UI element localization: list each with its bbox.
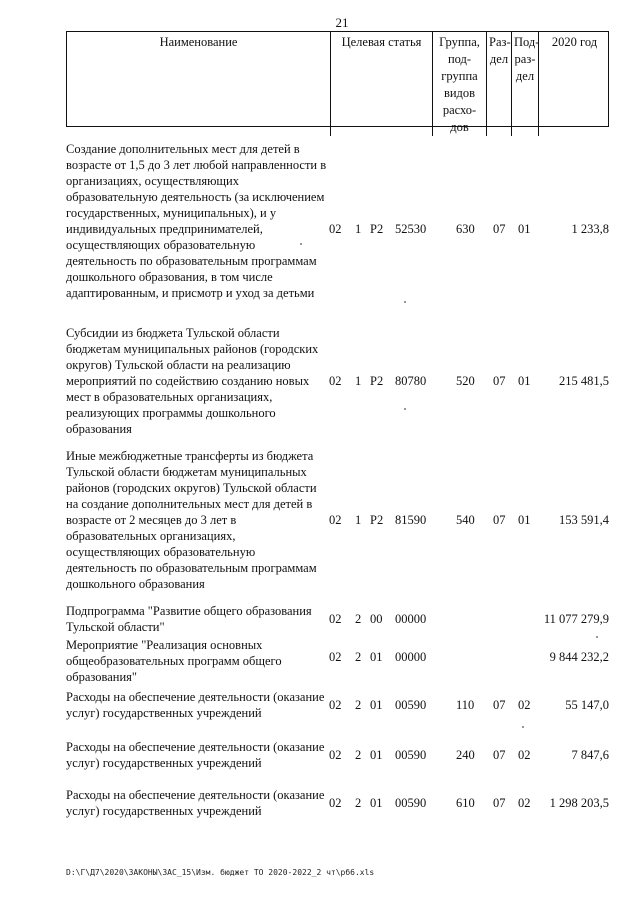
header-year: 2020 год	[538, 32, 610, 136]
row-codes	[66, 611, 609, 627]
cell-podrazdel: 01	[518, 513, 531, 527]
cell-amount: 153 591,4	[559, 513, 609, 527]
code-direction: 00000	[395, 612, 427, 626]
code-measure: P2	[370, 222, 384, 236]
table-row	[66, 603, 609, 637]
code-measure: P2	[370, 374, 384, 388]
code-subprogram: 1	[355, 374, 362, 388]
cell-razdel: 07	[493, 374, 506, 388]
code-direction: 52530	[395, 222, 427, 236]
code-subprogram: 2	[355, 698, 362, 712]
cell-amount: 7 847,6	[571, 748, 609, 762]
cell-amount: 1 233,8	[571, 222, 609, 236]
table-row	[66, 448, 609, 598]
cell-amount: 215 481,5	[559, 374, 609, 388]
code-measure: 01	[370, 650, 383, 664]
row-codes	[66, 373, 609, 389]
row-name: Мероприятие "Реализация основных общеобразовательных программ общего образования"	[66, 638, 282, 684]
code-measure: 01	[370, 748, 383, 762]
header-podrazdel: Под-раз-дел	[511, 32, 538, 136]
row-codes	[66, 747, 609, 763]
table-row	[66, 689, 609, 723]
code-measure: P2	[370, 513, 384, 527]
code-subprogram: 2	[355, 650, 362, 664]
table-row	[66, 637, 609, 685]
row-name: Субсидии из бюджета Тульской области бюджетам муниципальных районов (городских округов) Тульской области на реализацию мероприятий по содействию созданию новых мест в образовательных организациях, реализующих программы дошкольного образования	[66, 326, 319, 436]
row-name: Создание дополнительных мест для детей в возрасте от 1,5 до 3 лет любой направленности в организациях, осуществляющих образовательную деятельность (за исключением государственных, муниципальных), и у индивидуальных предпринимателей, осуществляющих образовательную деятельность по образовательным программам дошкольного образования, в том числе адаптированным, и присмотр и уход за детьми	[66, 142, 327, 300]
code-direction: 00590	[395, 748, 427, 762]
code-direction: 00000	[395, 650, 427, 664]
code-direction: 00590	[395, 796, 427, 810]
cell-amount: 1 298 203,5	[549, 796, 609, 810]
cell-podrazdel: 01	[518, 374, 531, 388]
row-name: Иные межбюджетные трансферты из бюджета Тульской области бюджетам муниципальных районов (городских округов) Тульской области на создание дополнительных мест для детей в возрасте от 2 месяцев до 3 лет в образовательных организациях, осуществляющих образовательную деятельность по образовательным программам дошкольного образования	[66, 449, 317, 591]
code-program: 02	[329, 796, 342, 810]
scan-speck	[522, 726, 524, 728]
budget-table	[66, 31, 609, 818]
scan-speck	[404, 408, 406, 410]
cell-group: 610	[456, 796, 475, 810]
cell-group: 240	[456, 748, 475, 762]
code-program: 02	[329, 612, 342, 626]
row-codes	[66, 221, 609, 237]
cell-podrazdel: 02	[518, 748, 531, 762]
table-row	[66, 739, 609, 773]
code-program: 02	[329, 513, 342, 527]
code-subprogram: 2	[355, 796, 362, 810]
scan-speck	[596, 636, 598, 638]
code-subprogram: 2	[355, 612, 362, 626]
cell-group: 110	[456, 698, 475, 712]
cell-amount: 11 077 279,9	[543, 612, 609, 626]
code-direction: 00590	[395, 698, 427, 712]
code-program: 02	[329, 650, 342, 664]
code-measure: 01	[370, 698, 383, 712]
cell-group: 540	[456, 513, 475, 527]
code-subprogram: 1	[355, 513, 362, 527]
cell-podrazdel: 01	[518, 222, 531, 236]
cell-razdel: 07	[493, 513, 506, 527]
row-name: Расходы на обеспечение деятельности (оказание услуг) государственных учреждений	[66, 788, 325, 818]
row-name: Подпрограмма "Развитие общего образования Тульской области"	[66, 604, 312, 634]
code-program: 02	[329, 698, 342, 712]
code-program: 02	[329, 222, 342, 236]
table-header	[66, 31, 609, 134]
file-path-footer: D:\Г\Д7\2020\ЗАКОНЫ\ЗАС_15\Изм. бюджет ТО 2020-2022_2 чт\рб6.xls	[66, 868, 375, 877]
row-codes	[66, 697, 609, 713]
table-row	[66, 325, 609, 445]
cell-razdel: 07	[493, 698, 506, 712]
scan-speck	[404, 301, 406, 303]
cell-podrazdel: 02	[518, 698, 531, 712]
row-codes	[66, 795, 609, 811]
code-direction: 81590	[395, 513, 427, 527]
cell-group: 630	[456, 222, 475, 236]
row-name: Расходы на обеспечение деятельности (оказание услуг) государственных учреждений	[66, 690, 325, 720]
row-codes	[66, 649, 609, 665]
cell-podrazdel: 02	[518, 796, 531, 810]
header-razdel: Раз-дел	[486, 32, 511, 136]
row-name: Расходы на обеспечение деятельности (оказание услуг) государственных учреждений	[66, 740, 325, 770]
page-number: 21	[335, 15, 349, 30]
cell-razdel: 07	[493, 222, 506, 236]
cell-group: 520	[456, 374, 475, 388]
cell-razdel: 07	[493, 796, 506, 810]
header-group: Группа, под-группа видов расхо-дов	[432, 32, 486, 136]
table-row	[66, 141, 609, 321]
header-target-item: Целевая статья	[330, 32, 432, 136]
code-program: 02	[329, 374, 342, 388]
code-subprogram: 1	[355, 222, 362, 236]
code-program: 02	[329, 748, 342, 762]
cell-razdel: 07	[493, 748, 506, 762]
code-measure: 00	[370, 612, 383, 626]
scan-speck	[300, 243, 302, 245]
row-codes	[66, 512, 609, 528]
table-row	[66, 787, 609, 821]
cell-amount: 9 844 232,2	[549, 650, 609, 664]
code-direction: 80780	[395, 374, 427, 388]
cell-amount: 55 147,0	[565, 698, 609, 712]
header-name: Наименование	[159, 35, 238, 49]
code-measure: 01	[370, 796, 383, 810]
code-subprogram: 2	[355, 748, 362, 762]
